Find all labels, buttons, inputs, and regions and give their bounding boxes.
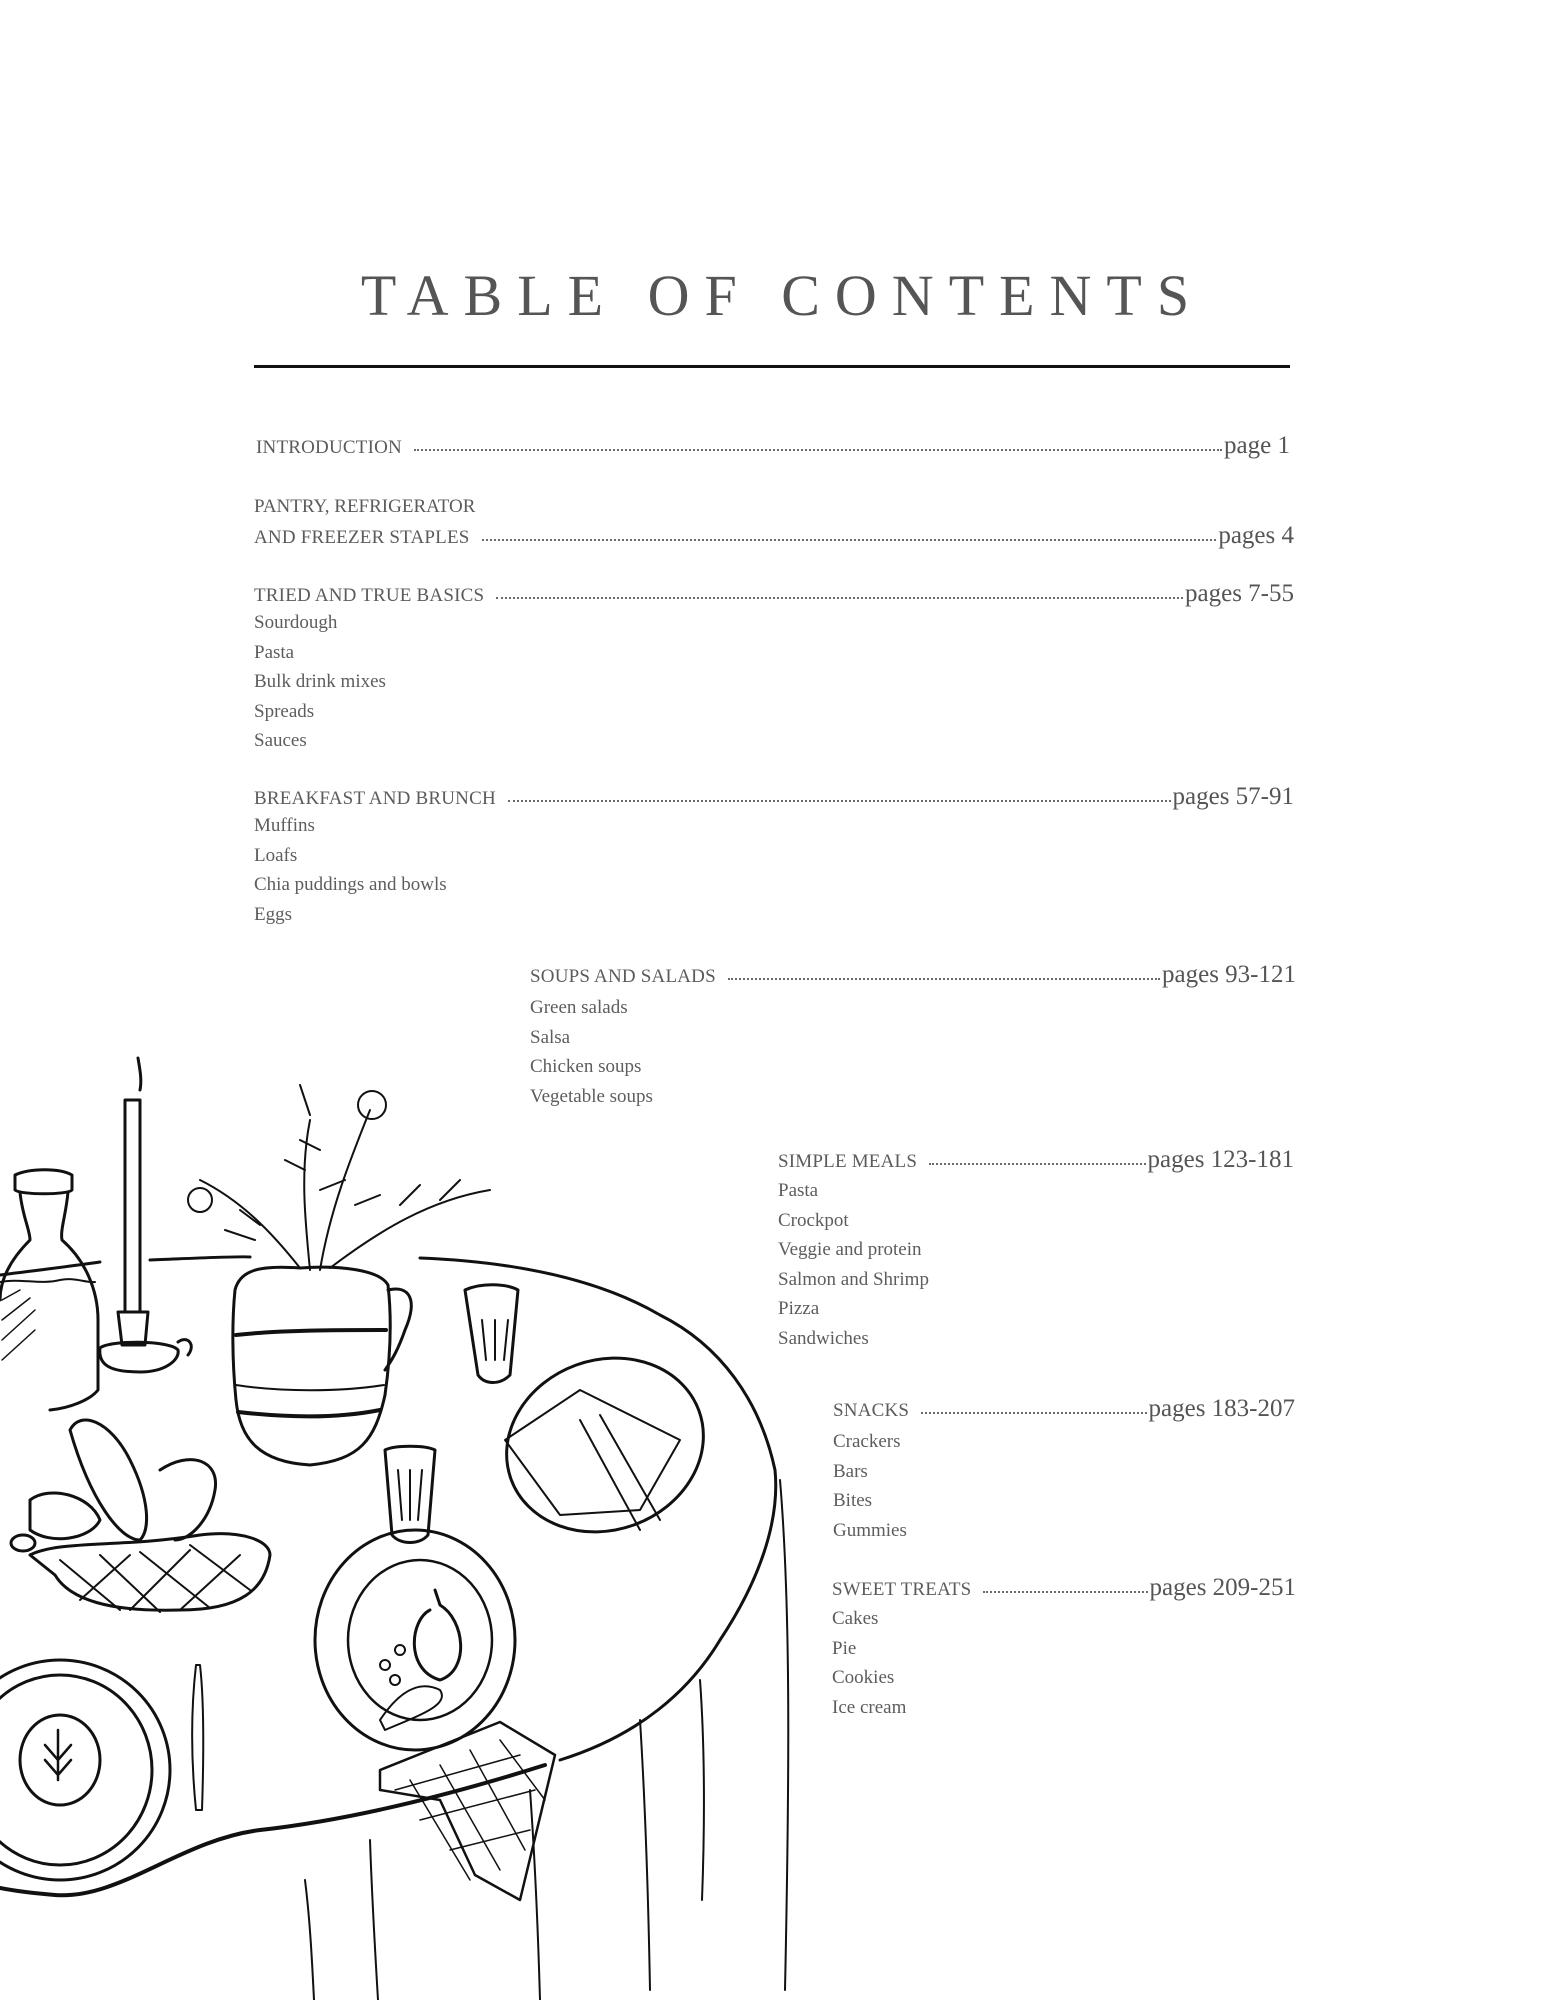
toc-entry-pantry[interactable]: [254, 492, 1294, 550]
toc-entry-sweet-treats[interactable]: [832, 1574, 1296, 1722]
subsection-item[interactable]: Green salads: [530, 997, 628, 1018]
subsection-item[interactable]: Sourdough: [254, 612, 338, 633]
section-label: SNACKS: [833, 1400, 910, 1421]
subsection-item[interactable]: Bites: [833, 1490, 873, 1511]
dot-leader: [983, 1590, 1147, 1593]
page-reference: pages 57-91: [1172, 783, 1294, 810]
page-reference: pages 4: [1218, 522, 1294, 549]
section-label: INTRODUCTION: [256, 437, 402, 458]
page-reference: pages 209-251: [1149, 1574, 1296, 1601]
toc-entry-snacks[interactable]: [833, 1395, 1295, 1545]
subsection-list: [254, 608, 1294, 756]
toc-entry-basics[interactable]: [254, 580, 1294, 756]
subsection-item[interactable]: Veggie and protein: [778, 1239, 922, 1260]
subsection-list: [832, 1604, 1296, 1722]
title-divider: [254, 365, 1290, 368]
page-reference: pages 7-55: [1185, 580, 1294, 607]
subsection-item[interactable]: Sauces: [254, 730, 307, 751]
subsection-item[interactable]: Vegetable soups: [530, 1085, 653, 1107]
section-label: BREAKFAST AND BRUNCH: [254, 788, 496, 809]
section-label: TRIED AND TRUE BASICS: [254, 585, 485, 606]
subsection-list: [254, 811, 1294, 929]
page-reference: pages 183-207: [1148, 1395, 1295, 1422]
subsection-item[interactable]: Pie: [832, 1637, 857, 1659]
dot-leader: [482, 538, 1217, 541]
subsection-list: [833, 1427, 1295, 1545]
subsection-item[interactable]: Muffins: [254, 815, 315, 836]
dot-leader: [496, 596, 1183, 599]
subsection-item[interactable]: Crackers: [833, 1431, 901, 1452]
subsection-item[interactable]: Chicken soups: [530, 1056, 642, 1077]
subsection-item[interactable]: Chia puddings and bowls: [254, 874, 447, 895]
dot-leader: [414, 448, 1222, 451]
section-label: AND FREEZER STAPLES: [254, 527, 470, 548]
subsection-item[interactable]: Pasta: [254, 641, 295, 663]
section-label: SIMPLE MEALS: [778, 1151, 918, 1172]
dot-leader: [728, 977, 1160, 980]
subsection-item[interactable]: Cookies: [832, 1667, 895, 1688]
dot-leader: [921, 1411, 1146, 1414]
page-reference: pages 93-121: [1162, 961, 1296, 988]
subsection-item[interactable]: Bars: [833, 1460, 868, 1482]
subsection-item[interactable]: Gummies: [833, 1519, 907, 1541]
dot-leader: [508, 799, 1171, 802]
subsection-item[interactable]: Salmon and Shrimp: [778, 1268, 929, 1290]
subsection-item[interactable]: Cakes: [832, 1608, 879, 1629]
subsection-list: [778, 1176, 1294, 1353]
table-setting-illustration-icon: [0, 1040, 800, 2000]
section-label: SOUPS AND SALADS: [530, 966, 716, 987]
toc-entry-breakfast[interactable]: [254, 783, 1294, 929]
subsection-item[interactable]: Ice cream: [832, 1696, 907, 1718]
subsection-item[interactable]: Crockpot: [778, 1209, 849, 1231]
subsection-item[interactable]: Salsa: [530, 1026, 571, 1048]
subsection-item[interactable]: Spreads: [254, 700, 315, 722]
dot-leader: [929, 1162, 1145, 1165]
subsection-item[interactable]: Sandwiches: [778, 1327, 869, 1349]
page-reference: page 1: [1224, 432, 1290, 459]
section-label-line1: PANTRY, REFRIGERATOR: [254, 496, 476, 517]
subsection-item[interactable]: Bulk drink mixes: [254, 671, 386, 692]
page-title: TABLE OF CONTENTS: [360, 263, 1205, 328]
toc-entry-introduction[interactable]: [256, 432, 1290, 460]
section-label: SWEET TREATS: [832, 1579, 972, 1600]
subsection-item[interactable]: Eggs: [254, 903, 292, 925]
page-reference: pages 123-181: [1147, 1146, 1294, 1173]
subsection-item[interactable]: Loafs: [254, 844, 298, 866]
toc-entry-simple-meals[interactable]: [778, 1146, 1294, 1353]
subsection-item[interactable]: Pizza: [778, 1298, 820, 1319]
subsection-item[interactable]: Pasta: [778, 1180, 819, 1201]
